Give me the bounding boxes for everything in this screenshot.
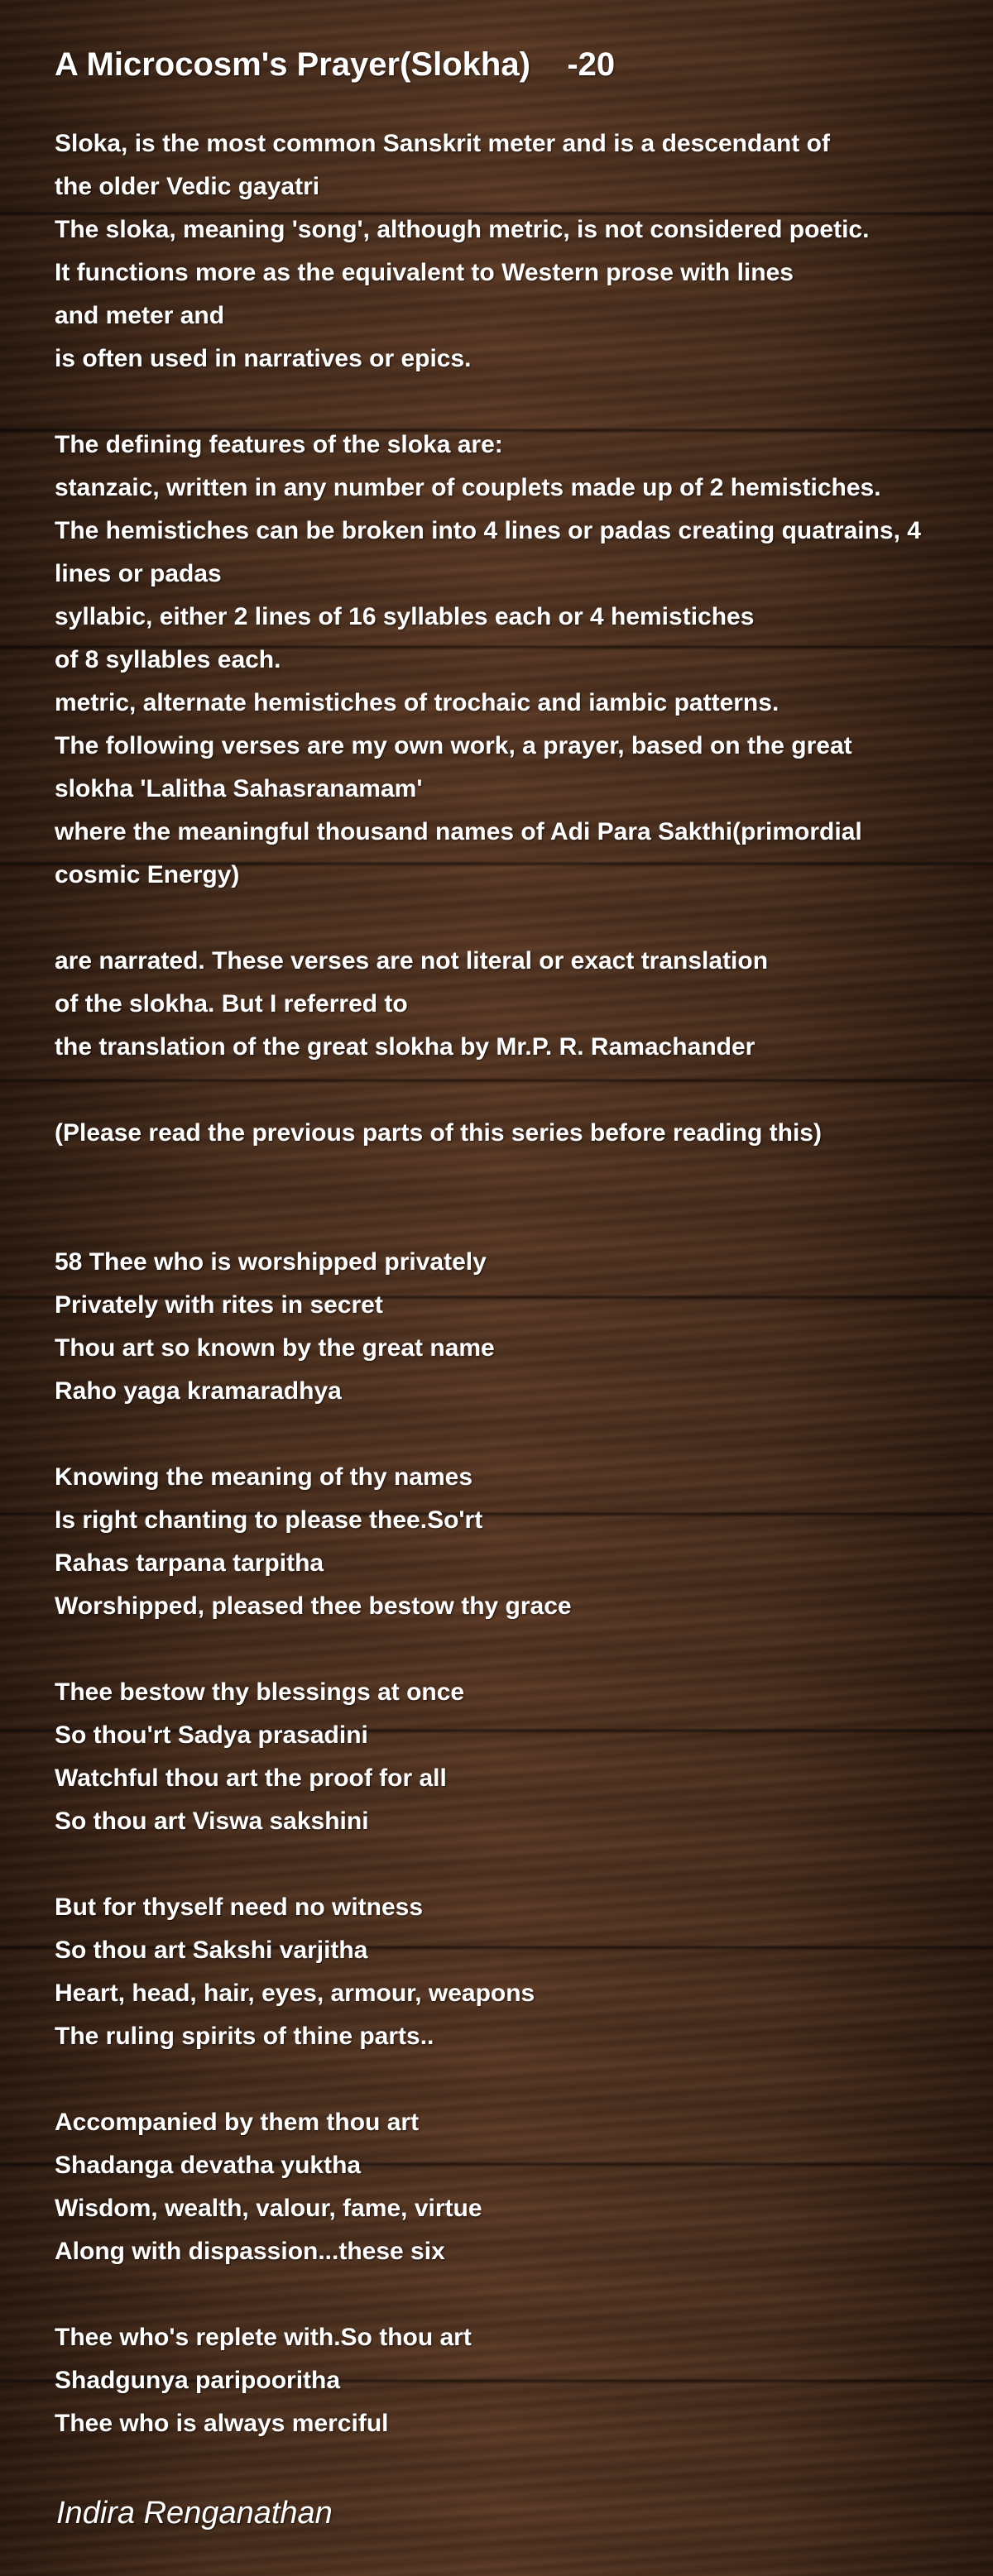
poem-body: Sloka, is the most common Sanskrit meter and is a descendant of the older Vedic gayatri The sloka, meaning 'song', although metric, is not considered poetic. It functions more as the equivalent to Western prose with lines and meter and is often used in narratives or epics. The defining features of the sloka are: stanzaic, written in any number of couplets made up of 2 hemistiches. The hemistiches can be broken into 4 lines or padas creating quatrains, 4 lines or padas syllabic, either 2 lines of 16 syllables each or 4 hemistiches of 8 syllables each. metric, alternate hemistiches of trochaic and iambic patterns. The following verses are my own work, a prayer, based on the great slokha 'Lalitha Sahasranamam' where the meaningful thousand names of Adi Para Sakthi(primordial cosmic Energy) are narrated. These verses are not literal or exact translation of the slokha. But I referred to the translation of the great slokha by Mr.P. R. Ramachander (Please read the previous parts of this series before reading this) 58 Thee who is worshipped privately Privately with rites in secret Thou art so known by the great name Raho yaga kramaradhya Knowing the meaning of thy names Is right chanting to please thee.So'rt Rahas tarpana tarpitha Worshipped, pleased thee bestow thy grace Thee bestow thy blessings at once So thou'rt Sadya prasadini Watchful thou art the proof for all So thou art Viswa sakshini But for thyself need no witness So thou art Sakshi varjitha Heart, head, hair, eyes, armour, weapons The ruling spirits of thine parts.. Accompanied by them thou art Shadanga devatha yuktha Wisdom, wealth, valour, fame, virtue Along with dispassion...these six Thee who's replete with.So thou art Shadgunya paripooritha Thee who is always merciful [55, 130, 921, 2437]
poem-author: Indira Renganathan [56, 2496, 333, 2531]
poem-title: A Microcosm's Prayer(Slokha) -20 [55, 46, 616, 83]
